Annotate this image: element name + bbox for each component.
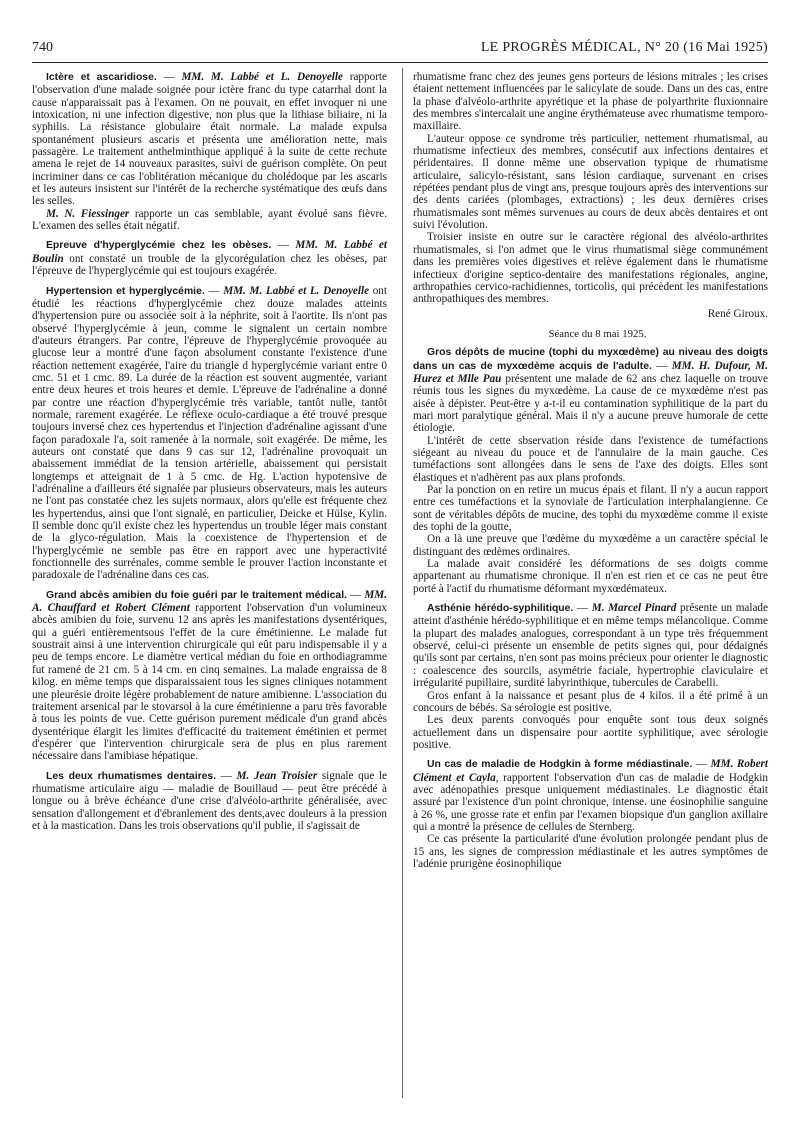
- column-separator: [402, 68, 403, 1098]
- paragraph: L'auteur oppose ce syndrome très particulier, nettement rhumatismal, au rhumatisme infectieux des membres, consécutif aux infections dentaires et péridentaires. Il donne même une observation typique de rhumatisme articulaire, salicylo-résistant, sans lésion cardiaque, survenant en crises répétées pendant plus de vingt ans, presque toujours après des interventions sur des dents cariées (plombages, extractions) ; les deux dernières crises rhumatismales sont mêmes survenues au cours de deux abcès dentaires et ont suivi l'évolution.: [413, 132, 768, 232]
- left-column: [32, 71, 387, 832]
- article-text: signale que le rhumatisme articulaire aigu — maladie de Bouillaud — peut être précédé à longue ou à brève échéance d'une crise d'alvéolo-arthrite généralisée, avec sensation d'allongement et d'ébranlement des dents,avec douleurs à la pression et à la mastication. Dans les trois observations qu'il publie, il s'agissait de: [32, 769, 387, 832]
- article-authors: MM. Robert Clément et Cayla: [413, 758, 768, 784]
- paragraph: rhumatisme franc chez des jeunes gens porteurs de lésions mitrales ; les crises étaient nettement influencées par le salicylate de soude. Dans un des cas, entre la phase d'alvéolo-arthrite apyrétique et la phase de polyarthrite fluxionnaire des membres s'intercalait une angine érythémateuse avec rhumatisme temporo-maxillaire.: [413, 71, 768, 133]
- paragraph: L'intérêt de cette sbservation réside dans l'existence de tuméfactions siégeant au niveau du pouce et de l'annulaire de la main gauche. Ces tuméfactions sont allongées dans le sens de l'axe des doigts. Elles sont élastiques et n'adhèrent pas aux plans profonds.: [413, 434, 768, 484]
- article-text: rapporte l'observation d'une malade soignée pour ictère franc du type catarrhal dont la cause n'apparaissait pas à l'examen. On ne pouvait, en effet invoquer ni une intoxication, ni une infection digestive, non plus que la lithiase biliaire, ni la syphilis. La résistance globulaire était normale. La malade expulsa spontanément plusieurs ascaris et présenta une amélioration nette, mais passagère. Le traitement anthelminthique appliqué à la suite de cette rechute amena le rejet de 14 nouveaux parasites, suivi de guérison complète. On peut incriminer dans ce cas l'oblitération mécanique du cholédoque par les ascaris et les auteurs insistent sur l'intérêt de la recherche systématique des œufs dans les selles.: [32, 71, 388, 208]
- running-title: LE PROGRÈS MÉDICAL, N° 20 (16 Mai 1925): [480, 40, 768, 55]
- article-fiessinger-note: [32, 208, 387, 233]
- article-text: rapportent l'observation d'un volumineux abcès amibien du foie, survenu 12 ans après les manifestations dysentériques, qui a guéri entièrementsous l'effet de la cure émétinienne. Le malade fut soustrait ainsi à une intervention chirurgicale qui eût paru indispensable il y a peu de temps encore. Le diamètre vertical médian du foie en orthodiagramme fut ramené de 21 cm. 5 à 14 cm. en cinq semaines. La malade engraissa de 8 kilog. en même temps que disparaissaient tous les signes cliniques notamment une pleurésie droite légère probablement de nature amibienne. L'association du traitement arsenical par le stovarsol à la cure émétinienne a paru très favorable à tous les points de vue. Cette guérison purement médicale d'un grand abcès dysentérique élargit les limites d'efficacité du traitement émétinien et permet d'espérer que l'intervention chirurgicale sera de plus en plus rarement nécessaire dans l'amibiase hépatique.: [32, 602, 387, 763]
- article-text: présente un malade atteint d'asthénie hérédo-syphilitique et en même temps mélancolique. Comme la plupart des malades analogues, correspondant à un type très fréquemment observé, celui-ci présente un ensemble de petits signes qui, pour dédaignés qu'ils sont par certains, n'en sont pas moins précieux pour orienter le diagnostic : coalescence des sourcils, asymétrie faciale, hypertrophie claviculaire et irrégularité pupillaire, surdité labyrinthique, tubercules de Carabelli.: [413, 602, 768, 690]
- article-text: ont étudié les réactions d'hyperglycémie chez douze malades atteints d'hypertension pure ou associée soit à la néphrite, soit à l'aortite. Ils n'ont pas observé l'hyperglycémie à jeun, comme le signalent un certain nombre d'auteurs étrangers. Par contre, l'épreuve de l'hyperglycémie provoquée au glucose leur a montré d'une façon absolument constante l'existence d'une réaction nettement exagérée, l'aire du triangle d hyperglycémie variant entre 0 cmc. 51 et 1 cmc. 89. La durée de la réaction est souvent augmentée, variant entre deux heures et trois heures et demie. L'épreuve de l'adrénaline a donné par contre une réaction d'hyperglycémie très variable, tantôt nulle, tantôt normale, rarement exagérée. Le réflexe oculo-cardiaque a été trouvé presque toujours inversé chez ces hypertendus et l'injection d'adrénaline agissant d'une façon paradoxale l'a, soit ramenée à la normale, soit exagérée. De même, les auteurs ont constaté que dans 9 cas sur 12, l'adrénaline provoquait un abaissement immédiat de la tension artérielle, abaissement qui persistait longtemps et atteignait de 1 à 5 cmc. de Hg. L'action hypotensive de l'adrénaline a d'ailleurs été signalée par plusieurs observateurs, mais les auteurs ne l'ont pas constatée chez les sujets normaux, alors qu'elle est fréquente chez les hypertendus, ainsi que l'ont signalé, en particulier, Deicke et Hülse, Kylin. Il semble donc qu'il existe chez les hypertendus un trouble léger mais constant de la glyco-régulation. Mais la coexistence de l'hypertension et de l'hyperglycémie ne semble pas être en rapport avec une hyperactivité fonctionnelle des surrénales, comme semble le prouver l'action inconstante et paradoxale de l'adrénaline dans ces cas.: [32, 284, 387, 582]
- page-header: [32, 40, 768, 62]
- paragraph: Troisier insiste en outre sur le caractère régional des alvéolo-arthrites rhumatismales, si l'on admet que le virus rhumatismal siège communément dans les premières voies digestives et relève également dans le rhumatisme infectieux d'origine septico-dentaire des manifestations régionales, angine, arthropathies cervico-rachidiennes, torticolis, qui précèdent les manifestations anthropathiques des membres.: [413, 231, 768, 306]
- article-heredo-syphilitic-asthenia: Asthénie hérédo-syphilitique. — M. Marcel Pinard présente un malade atteint d'asthénie hérédo-syphilitique et en même temps mélancolique. Comme la plupart des malades analogues, correspondant à un type très fréquemment observé, celui-ci présente un ensemble de petits signes qui, pour dédaignés qu'ils sont par certains, n'en sont pas moins précieux pour orienter le diagnostic : coalescence des sourcils, asymétrie faciale, hypertrophie claviculaire et irrégularité pupillaire, surdité labyrinthique, tubercules de Carabelli.: [413, 602, 768, 690]
- article-title: Un cas de maladie de Hodgkin à forme médiastinale.: [427, 759, 693, 771]
- article-dental-rheumatism: Les deux rhumatismes dentaires. — M. Jean Troisier signale que le rhumatisme articulaire aigu — maladie de Bouillaud — peut être précédé à longue ou à brève échéance d'une crise d'alvéolo-arthrite généralisée, avec sensation d'allongement et d'ébranlement des dents,avec douleurs à la pression et à la mastication. Dans les trois observations qu'il publie, il s'agissait de: [32, 769, 387, 832]
- article-text: rapporte un cas semblable, ayant évolué sans fièvre. L'examen des selles était négatif.: [32, 207, 388, 233]
- paragraph: La malade avait considéré les déformations de ses doigts comme appartenant au rhumatisme chronique. Il n'en est rien et ce cas ne peut être porté à l'actif du rhumatisme déformant myxœdémateux.: [413, 558, 768, 595]
- paragraph: Les deux parents convoqués pour enquête sont tous deux soignés actuellement dans un dispensaire pour aortite syphilitique, avec sérologie positive.: [413, 714, 768, 751]
- article-authors: MM. M. Labbé et Boulin: [32, 239, 388, 265]
- article-title: Epreuve d'hyperglycémie chez les obèses.: [46, 240, 272, 252]
- paragraph: Par la ponction on en retire un mucus épais et filant. Il n'y a aucun rapport entre ces tuméfactions et la synoviale de l'articulation interphalangienne. Ce sont de véritables dépôts de mucine, des tophi du myxœdème comme il existe des tophi de la goutte,: [413, 484, 768, 534]
- article-authors: MM. M. Labbé et L. Denoyelle: [181, 71, 343, 83]
- header-rule: [32, 62, 768, 63]
- article-title: Grand abcès amibien du foie guéri par le traitement médical.: [46, 589, 347, 601]
- article-title: Ictère et ascaridiose.: [46, 72, 157, 83]
- paragraph: Gros enfant à la naissance et pesant plus de 4 kilos. il a été primé à un concours de bébés. Sa sérologie est positive.: [413, 689, 768, 714]
- article-authors: M. N. Fiessinger: [46, 207, 130, 220]
- session-heading: Séance du 8 mai 1925.: [548, 327, 647, 340]
- article-title: Asthénie hérédo-syphilitique.: [427, 603, 574, 615]
- article-text: , rapportent l'observation d'un cas de maladie de Hodgkin avec adénopathies presque uniquement médiastinales. Le diagnostic était assuré par l'existence d'un point chronique, intense. une éosinophilie sanguine à 26 %, une grosse rate et enfin par l'examen biopsique d'un ganglion axillaire qui a montré la présence de cellules de Sternberg.: [413, 771, 768, 833]
- right-column: [413, 71, 768, 870]
- article-authors: M. Jean Troisier: [236, 769, 318, 782]
- paragraph: On a là une preuve que l'œdème du myxœdème a un caractère spécial le distinguant des œdèmes ordinaires.: [413, 533, 768, 558]
- article-text: ont constaté un trouble de la glycorégulation chez les obèses, par l'épreuve de l'hyperglycémie qui est toujours exagérée.: [32, 252, 387, 278]
- article-mucin-deposits: Gros dépôts de mucine (tophi du myxœdème) au niveau des doigts dans un cas de myxœdème acquis de l'adulte. — MM. H. Dufour, M. Hurez et Mlle Pau présentent une malade de 62 ans chez laquelle on trouve réunis tous les signes du myxœdème. La cause de ce myxœdème n'est pas aisée à dépister. Peut-être y a-t-il eu contamination syphilitique de la part du mari mort paralytique général. Mais il n'y a aucune preuve humorale de cette étiologie.: [413, 347, 769, 435]
- article-icterus-ascaridiosis: Ictère et ascaridiose. — MM. M. Labbé et L. Denoyelle rapporte l'observation d'une malade soignée pour ictère franc du type catarrhal dont la cause n'apparaissait pas à l'examen. On ne pouvait, en effet invoquer ni une intoxication, ni une infection digestive, non plus que la lithiase biliaire, ni la syphilis. La résistance globulaire était normale. La malade expulsa spontanément plusieurs ascaris et présenta une amélioration nette, mais passagère. Le traitement anthelminthique appliqué à la suite de cette rechute amena le rejet de 14 nouveaux parasites, suivi de guérison complète. On peut incriminer dans ce cas l'oblitération mécanique du cholédoque par les ascaris et les auteurs insistent sur l'intérêt de la recherche systématique des œufs dans les selles.: [32, 71, 388, 208]
- article-title: Hypertension et hyperglycémie.: [46, 285, 205, 297]
- article-title: Gros dépôts de mucine (tophi du myxœdème) au niveau des doigts dans un cas de myxœdème acquis de l'adulte.: [413, 347, 768, 372]
- article-authors: M. Marcel Pinard: [591, 602, 677, 615]
- article-authors: MM. A. Chauffard et Robert Clément: [32, 588, 388, 615]
- page-number: 740: [32, 40, 53, 55]
- article-text: présentent une malade de 62 ans chez laquelle on trouve réunis tous les signes du myxœdème. La cause de ce myxœdème n'est pas aisée à dépister. Peut-être y a-t-il eu contamination syphilitique de la part du mari mort paralytique général. Mais il n'y a aucune preuve humorale de cette étiologie.: [413, 372, 768, 435]
- article-hodgkin-mediastinal: Un cas de maladie de Hodgkin à forme médiastinale. — MM. Robert Clément et Cayla, rapportent l'observation d'un cas de maladie de Hodgkin avec adénopathies presque uniquement médiastinales. Le diagnostic était assuré par l'existence d'un point chronique, intense. une éosinophilie sanguine à 26 %, une grosse rate et enfin par l'examen biopsique d'un ganglion axillaire qui a montré la présence de cellules de Sternberg.: [413, 758, 768, 833]
- article-hypertension-hyperglycemia: Hypertension et hyperglycémie. — MM. M. Labbé et L. Denoyelle ont étudié les réactions d'hyperglycémie chez douze malades atteints d'hypertension pure ou associée soit à la néphrite, soit à l'aortite. Ils n'ont pas observé l'hyperglycémie à jeun, comme le signalent un certain nombre d'auteurs étrangers. Par contre, l'épreuve de l'hyperglycémie provoquée au glucose leur a montré d'une façon absolument constante l'existence d'une réaction nettement exagérée, l'aire du triangle d hyperglycémie variant entre 0 cmc. 51 et 1 cmc. 89. La durée de la réaction est souvent augmentée, variant entre deux heures et trois heures et demie. L'épreuve de l'adrénaline a donné par contre une réaction d'hyperglycémie très variable, tantôt nulle, tantôt normale, rarement exagérée. Le réflexe oculo-cardiaque a été trouvé presque toujours inversé chez ces hypertendus et l'injection d'adrénaline agissant d'une façon paradoxale l'a, soit ramenée à la normale, soit exagérée. De même, les auteurs ont constaté que dans 9 cas sur 12, l'adrénaline provoquait un abaissement immédiat de la tension artérielle, abaissement qui persistait longtemps et atteignait de 1 à 5 cmc. de Hg. L'action hypotensive de l'adrénaline a d'ailleurs été signalée par plusieurs observateurs, mais les auteurs ne l'ont pas constatée chez les sujets normaux, alors qu'elle est fréquente chez les hypertendus, ainsi que l'ont signalé, en particulier, Deicke et Hülse, Kylin. Il semble donc qu'il existe chez les hypertendus un trouble léger mais constant de la glyco-régulation. Mais la coexistence de l'hypertension et de l'hyperglycémie ne semble pas être en rapport avec une hyperactivité fonctionnelle des surrénales, comme semble le prouver l'action inconstante et paradoxale de l'adrénaline dans ces cas.: [32, 284, 387, 582]
- article-hyperglycemia-obese: Epreuve d'hyperglycémie chez les obèses. — MM. M. Labbé et Boulin ont constaté un trouble de la glycorégulation chez les obèses, par l'épreuve de l'hyperglycémie qui est toujours exagérée.: [32, 239, 388, 278]
- article-authors: MM. H. Dufour, M. Hurez et Mlle Pau: [413, 359, 769, 385]
- article-amoebic-liver-abscess: Grand abcès amibien du foie guéri par le traitement médical. — MM. A. Chauffard et Robert Clément rapportent l'observation d'un volumineux abcès amibien du foie, survenu 12 ans après les manifestations dysentériques, qui a guéri entièrementsous l'effet de la cure émétinienne. Le malade fut soustrait ainsi à une intervention chirurgicale qui eût paru indispensable il y a peu de temps encore. Le diamètre vertical médian du foie en orthodiagramme fut ramené de 21 cm. 5 à 14 cm. en cinq semaines. La malade engraissa de 8 kilog. en même temps que disparaissaient tous les signes cliniques notamment une pleurésie droite légère probablement de nature amibienne. L'association du traitement arsenical par le stovarsol à la cure émétinienne a paru très favorable à tous les points de vue. Cette guérison purement médicale d'un grand abcès dysentérique élargit les limites d'efficacité du traitement émétinien et permet d'espérer que l'intervention chirurgicale sera de plus en plus rarement nécessaire dans l'amibiase hépatique.: [32, 588, 388, 763]
- article-title: Les deux rhumatismes dentaires.: [46, 770, 217, 782]
- paragraph: Ce cas présente la particularité d'une évolution prolongée pendant plus de 15 ans, les signes de compression médiastinale et les autres symptômes de l'adénie prurigène éosinophilique: [413, 833, 768, 870]
- signature: René Giroux.: [707, 307, 768, 320]
- article-authors: MM. M. Labbé et L. Denoyelle: [223, 284, 370, 297]
